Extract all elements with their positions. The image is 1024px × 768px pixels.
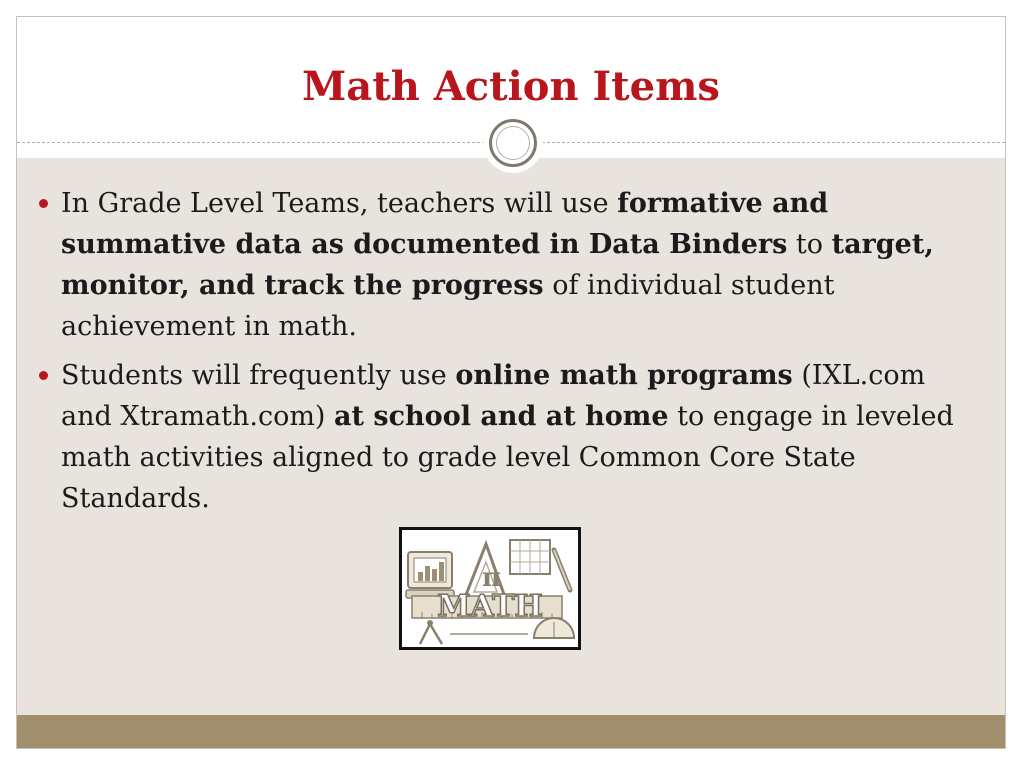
- slide-title: Math Action Items: [302, 63, 720, 110]
- bullet-dot-icon: [39, 371, 48, 380]
- pi-symbol: π: [482, 563, 502, 593]
- footer-band: [17, 715, 1005, 749]
- bullet-item: [39, 355, 979, 519]
- bullet-dot-icon: [39, 199, 48, 208]
- bullet-part: to engage in leveled math activities aligned to grade level Common Core State Standards.: [61, 401, 954, 514]
- circle-ornament-icon: [483, 113, 543, 173]
- grid-paper-icon: [510, 540, 550, 574]
- math-clipart-svg: [402, 530, 578, 647]
- bullet-part-bold: at school and at home: [334, 401, 669, 432]
- ornament-ring: [489, 119, 537, 167]
- ornament-inner-ring: [496, 126, 530, 160]
- math-clipart-icon: [399, 527, 581, 650]
- bullet-part: Students will frequently use: [61, 360, 456, 391]
- math-label: MATH: [437, 589, 543, 624]
- slide-frame: [16, 16, 1006, 749]
- bullet-part-bold: target, monitor, and track the progress: [61, 229, 934, 301]
- bullet-part: In Grade Level Teams, teachers will use: [61, 188, 618, 219]
- bullet-item: [39, 183, 979, 347]
- bullet-part-bold: online math programs: [455, 360, 793, 391]
- bullet-part: of individual student achievement in math.: [61, 270, 835, 342]
- bullet-part: (IXL.com and Xtramath.com): [61, 360, 926, 432]
- bullet-list: [39, 183, 979, 527]
- bullet-part: to: [787, 229, 832, 260]
- bullet-part-bold: formative and summative data as documented in Data Binders: [61, 188, 829, 260]
